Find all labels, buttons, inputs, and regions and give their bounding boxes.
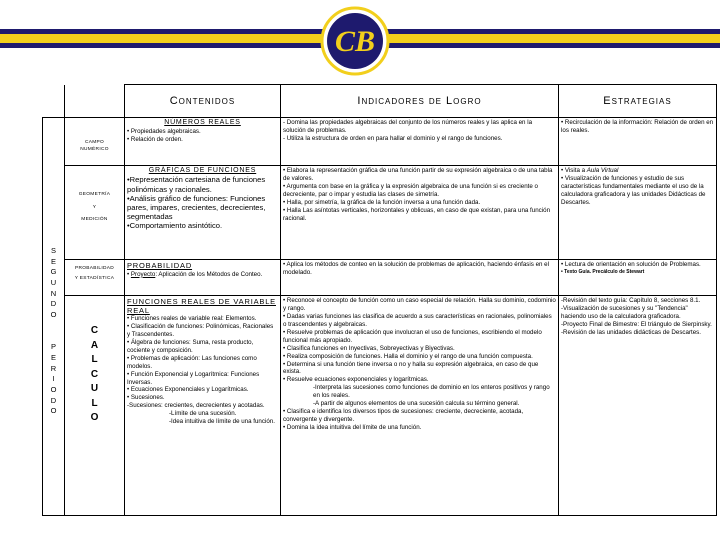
- aula-virtual-link[interactable]: Aula Virtual: [586, 167, 619, 174]
- list-item: • Clasifica e identifica los diversos tipos de sucesiones: creciente, decreciente, acotada, convergente y divergente.: [283, 408, 524, 424]
- list-item: -Límite de una sucesión.: [169, 410, 237, 418]
- list-item: • Dadas varias funciones las clasifica de acuerdo a sus características en racionales, polinomiales o trascendentes y algebraicas.: [283, 312, 552, 328]
- list-item: • Problemas de aplicación: Las funciones como modelos.: [127, 354, 257, 370]
- list-item: • Reconoce el concepto de función como un caso especial de relación. Halla su dominio, codominio y rango.: [283, 297, 556, 312]
- logo-text: CB: [334, 25, 376, 58]
- list-item: • Clasifica funciones en Inyectivas, Sobreyectivas y Biyectivas.: [283, 344, 455, 352]
- header-indicadores: Indicadores de Logro: [281, 85, 559, 118]
- list-item: • Sucesiones.: [127, 394, 165, 402]
- row3-title: PROBABILIDAD: [127, 261, 193, 270]
- list-item: -Interpreta las sucesiones como funciones de dominio en los enteros positivos y rango en los reales.: [313, 384, 550, 400]
- list-item: • Álgebra de funciones: Suma, resta producto, cociente y composición.: [127, 338, 254, 354]
- list-item: • Domina la idea intuitiva del límite de una función.: [283, 424, 422, 431]
- header-estrategias: Estrategias: [559, 85, 717, 118]
- proyecto-link[interactable]: Proyecto: [130, 270, 156, 278]
- list-item: • Funciones reales de variable real: Elementos.: [127, 315, 257, 322]
- list-item: • Clasificación de funciones: Polinómicas, Racionales y Trascendentes.: [127, 322, 274, 338]
- row4-indicadores: [281, 296, 559, 516]
- row1-estrategias: • Recirculación de la información: Relación de orden en los reales.: [559, 118, 717, 166]
- subject-campo: CAMPO NUMÉRICO: [65, 118, 125, 166]
- row1-indicadores: - Domina las propiedades algebraicas del conjunto de los números reales y las aplica en la solución de problemas. - Utiliza la estructura de orden en para hallar el dominio y el rango de funciones.: [281, 118, 559, 166]
- row1-title: NÚMEROS REALES: [164, 119, 241, 126]
- subject-calculo: [65, 296, 125, 516]
- row4-title: FUNCIONES REALES DE VARIABLE REAL: [127, 297, 276, 315]
- list-item: -A partir de algunos elementos de una sucesión calcula su término general.: [313, 400, 520, 408]
- row4-estrategias: -Revisión del texto guía: Capítulo 8, secciones 8.1. -Visualización de sucesiones y su "Tendencia" haciendo uso de la calculadora graficadora. -Proyecto Final de Bimestre: El triángulo de Sierpinsky. -Revisión de las unidades didácticas de Descartes.: [559, 296, 717, 516]
- row3-contenidos: PROBABILIDAD • Proyecto: Aplicación de los Métodos de Conteo.: [125, 260, 281, 296]
- list-item: • Ecuaciones Exponenciales y Logarítmicas.: [127, 386, 249, 394]
- list-item: • Determina si una función tiene inversa o no y halla su expresión algebraica, en caso de que exista.: [283, 360, 539, 376]
- row4-contenidos: [125, 296, 281, 516]
- subject-probabilidad: PROBABILIDAD Y ESTADÍSTICA: [65, 260, 125, 296]
- row2-contenidos: GRÁFICAS DE FUNCIONES •Representación cartesiana de funciones polinómicas y racionales. •Análisis gráfico de funciones: Funciones pares, impares, crecientes, decrecientes, segmentadas •Comportamiento asintótico.: [125, 166, 281, 260]
- row3-indicadores: • Aplica los métodos de conteo en la solución de problemas de aplicación, haciendo énfasis en el modelado.: [281, 260, 559, 296]
- row2-estrategias: • Visita a Aula Virtual • Visualización de funciones y estudio de sus características fundamentales mediante el uso de la calculadora graficadora y las unidades Didácticas de Descartes.: [559, 166, 717, 260]
- header-contenidos: Contenidos: [125, 85, 281, 118]
- corner-blank: [43, 85, 65, 118]
- subject-geometria: GEOMETRÍA Y MEDICIÓN: [65, 166, 125, 260]
- row1-contenidos: NÚMEROS REALES • Propiedades algebraicas. • Relación de orden.: [125, 118, 281, 166]
- list-item: • Función Exponencial y Logarítmica: Funciones Inversas.: [127, 370, 260, 386]
- list-item: • Resuelve problemas de aplicación que involucran el uso de funciones, escribiendo el modelo funcional más apropiado.: [283, 328, 542, 344]
- row3-estrategias: • Lectura de orientación en solución de Problemas. • Texto Guía. Precálculo de Stewart: [559, 260, 717, 296]
- list-item: • Resuelve ecuaciones exponenciales y logarítmicas.: [283, 376, 429, 384]
- list-item: • Realiza composición de funciones. Halla el dominio y el rango de una función compuesta.: [283, 352, 533, 360]
- row4-indicadores-list: [283, 297, 556, 432]
- school-logo: [320, 6, 390, 76]
- periodo-letters: P E R I O D O: [50, 342, 57, 416]
- planning-table: [42, 84, 717, 516]
- list-item: -Sucesiones: crecientes, decrecientes y acotadas.: [127, 402, 265, 410]
- list-item: -Idea intuitiva de límite de una función.: [169, 418, 275, 426]
- corner-blank-2: [65, 85, 125, 118]
- calculo-letters: C A L C U L O: [90, 325, 99, 423]
- segundo-letters: S E G U N D O: [50, 246, 57, 319]
- row2-indicadores: • Elabora la representación gráfica de una función partir de su expresión algebraica o de una tabla de valores. • Argumenta con base en la gráfica y la expresión algebraica de una función si es creciente o decreciente, par o impar y estudia las clases de simetría. • Halla, por simetría, la gráfica de la función inversa a una función dada. • Halla Las asíntotas verticales, horizontales y oblicuas, en caso de que existan, para una función racional.: [281, 166, 559, 260]
- period-column: [43, 118, 65, 516]
- row4-contenidos-list: [127, 315, 278, 426]
- row2-title: GRÁFICAS DE FUNCIONES: [148, 167, 257, 174]
